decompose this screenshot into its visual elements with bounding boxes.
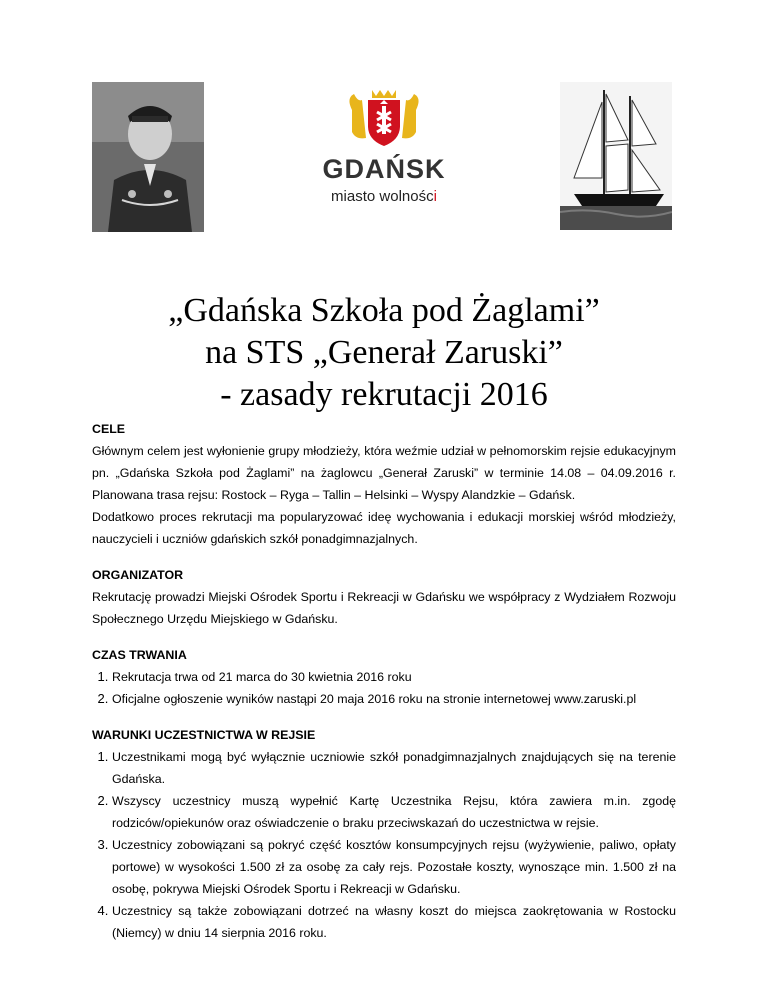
organizator-paragraph: Rekrutację prowadzi Miejski Ośrodek Sportu i Rekreacji w Gdańsku we współpracy z Wydziałem Rozwoju Społecznego Urzędu Miejskiego w Gdańsku. (92, 590, 676, 626)
list-item: 4. Uczestnicy są także zobowiązani dotrzeć na własny koszt do miejsca zaokrętowania w Rostocku (Niemcy) w dniu 14 sierpnia 2016 roku. (112, 900, 676, 944)
logo-motto-text: miasto wolnośc (331, 188, 434, 205)
title-line-1: „Gdańska Szkoła pod Żaglami” (168, 292, 600, 329)
list-item: 2. Oficjalne ogłoszenie wyników nastąpi 20 maja 2016 roku na stronie internetowej www.zaruski.pl (112, 688, 676, 710)
section-warunki (92, 724, 676, 944)
section-cele (92, 418, 676, 550)
section-heading-czas-trwania: CZAS TRWANIA (92, 648, 187, 662)
gdansk-coat-of-arms-icon (344, 88, 424, 148)
logo-motto-red-i: i (433, 188, 437, 205)
logo-city-name: GDAŃSK (322, 154, 446, 184)
portrait-photo (92, 82, 204, 232)
cele-paragraph-2: Dodatkowo proces rekrutacji ma popularyzować ideę wychowania i edukacji morskiej wśród młodzieży, nauczycieli i uczniów gdańskich szkół ponadgimnazjalnych. (92, 510, 676, 546)
list-item: 2. Wszyscy uczestnicy muszą wypełnić Kartę Uczestnika Rejsu, która zawiera m.in. zgodę rodziców/opiekunów oraz oświadczenie o braku przeciwskazań do uczestnictwa w rejsie. (112, 790, 676, 834)
logo-motto (300, 188, 468, 205)
czas-trwania-list (92, 666, 676, 710)
sailing-ship-image (560, 82, 672, 230)
portrait-image (92, 82, 204, 232)
document-body (92, 418, 676, 958)
cele-paragraph-1: Głównym celem jest wyłonienie grupy młodzieży, która weźmie udział w pełnomorskim rejsie edukacyjnym pn. „Gdańska Szkoła pod Żaglami” na żaglowcu „Generał Zaruski” w terminie 14.08 – 04.09.2016 r. Planowana trasa rejsu: Rostock – Ryga – Tallin – Helsinki – Wyspy Alandzkie – Gdańsk. (92, 444, 676, 502)
list-item: 3. Uczestnicy zobowiązani są pokryć część kosztów konsumpcyjnych rejsu (wyżywienie, paliwo, opłaty portowe) w wysokości 1.500 zł za osobę za cały rejs. Pozostałe koszty, wynoszące min. 1.500 zł na osobę, pokrywa Miejski Ośrodek Sportu i Rekreacji w Gdańsku. (112, 834, 676, 900)
title-line-2: na STS „Generał Zaruski” (205, 334, 563, 371)
list-item: 1. Rekrutacja trwa od 21 marca do 30 kwietnia 2016 roku (112, 666, 676, 688)
section-heading-cele: CELE (92, 422, 126, 436)
document-title (0, 290, 768, 416)
gdansk-logo (300, 88, 468, 220)
list-item: 1. Uczestnikami mogą być wyłącznie uczniowie szkół ponadgimnazjalnych znajdujących się na terenie Gdańska. (112, 746, 676, 790)
section-heading-warunki: WARUNKI UCZESTNICTWA W REJSIE (92, 728, 316, 742)
title-line-3: - zasady rekrutacji 2016 (220, 376, 548, 413)
section-organizator (92, 564, 676, 630)
section-czas-trwania (92, 644, 676, 710)
warunki-list (92, 746, 676, 944)
sailing-ship-photo (560, 82, 672, 230)
document-header (0, 78, 768, 238)
section-heading-organizator: ORGANIZATOR (92, 568, 184, 582)
